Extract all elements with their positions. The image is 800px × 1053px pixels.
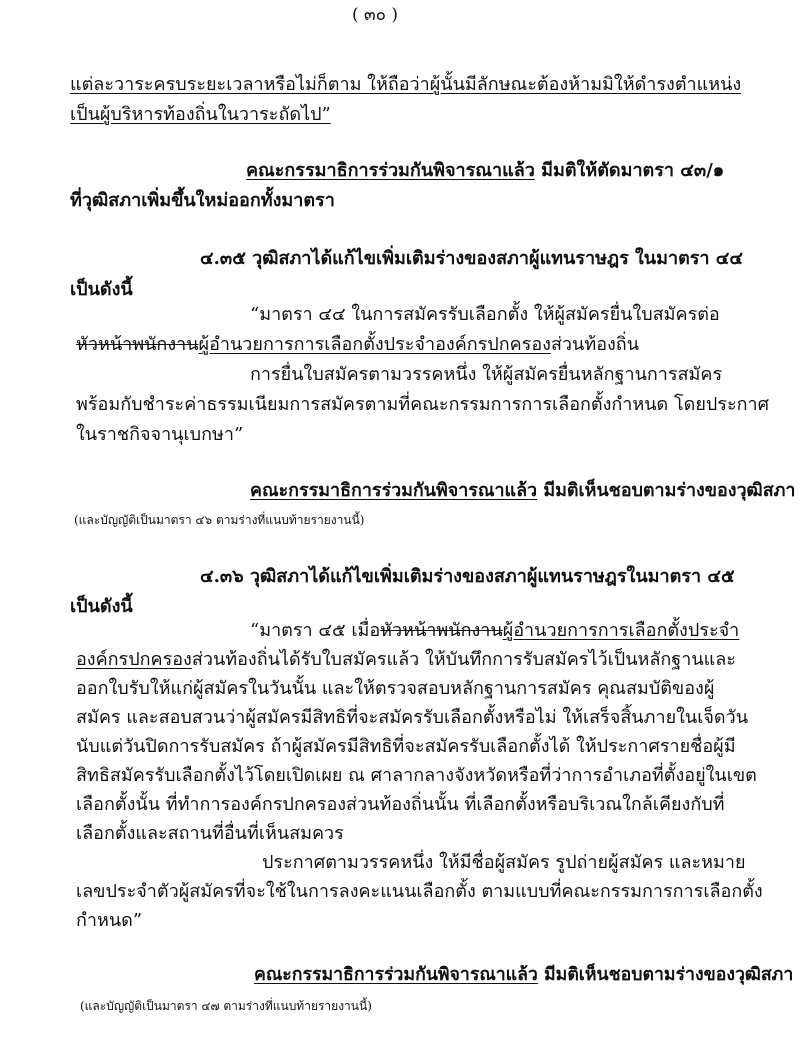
- paragraph-text: “มาตรา ๔๕ เมื่อ: [250, 620, 381, 641]
- paragraph-line: เลือกตั้งนั้น ที่ทำการองค์กรปกครองส่วนท้องถิ่นนั้น ที่เลือกตั้งหรือบริเวณใกล้เคียงกับที่: [76, 794, 725, 815]
- paragraph-line: สมัคร และสอบสวนว่าผู้สมัครมีสิทธิที่จะสมัครรับเลือกตั้งหรือไม่ ให้เสร็จสิ้นภายในเจ็ดวัน: [76, 707, 749, 728]
- section-title-cont: เป็นดังนี้: [70, 279, 133, 300]
- paragraph-line: การยื่นใบสมัครตามวรรคหนึ่ง ให้ผู้สมัครยื่นหลักฐานการสมัคร: [250, 364, 723, 385]
- inserted-text: ผู้อำนวยการการเลือกตั้งประจำ: [502, 620, 740, 641]
- committee-heading: คณะกรรมาธิการร่วมกันพิจารณาแล้ว: [254, 964, 538, 985]
- inserted-text: องค์กรปกครอง: [76, 649, 192, 670]
- footnote: (และบัญญัติเป็นมาตรา ๔๖ ตามร่างที่แนบท้ายรายงานนี้): [74, 513, 365, 527]
- resolution-text: มีมติเห็นชอบตามร่างของวุฒิสภา: [537, 480, 796, 501]
- paragraph-line: นับแต่วันปิดการรับสมัคร ถ้าผู้สมัครมีสิทธิที่จะสมัครรับเลือกตั้งได้ ให้ประกาศรายชื่อผู้มี: [76, 736, 736, 757]
- paragraph-line: สิทธิสมัครรับเลือกตั้งไว้โดยเปิดเผย ณ ศาลากลางจังหวัดหรือที่ว่าการอำเภอที่ตั้งอยู่ในเขต: [76, 765, 757, 786]
- paragraph-line: “มาตรา ๔๔ ในการสมัครรับเลือกตั้ง ให้ผู้สมัครยื่นใบสมัครต่อ: [250, 304, 720, 325]
- paragraph-text: ส่วนท้องถิ่นได้รับใบสมัครแล้ว ให้บันทึกการรับสมัครไว้เป็นหลักฐานและ: [191, 649, 736, 670]
- inserted-text: ผู้อำนวยการการเลือกตั้งประจำองค์กรปกครอง: [198, 334, 551, 355]
- resolution-text: ที่วุฒิสภาเพิ่มขึ้นใหม่ออกทั้งมาตรา: [70, 190, 335, 211]
- footnote: (และบัญญัติเป็นมาตรา ๔๗ ตามร่างที่แนบท้ายรายงานนี้): [80, 999, 372, 1013]
- paragraph-line: ประกาศตามวรรคหนึ่ง ให้มีชื่อผู้สมัคร รูปถ่ายผู้สมัคร และหมาย: [262, 852, 746, 873]
- paragraph-line: [76, 334, 639, 356]
- paragraph-line: แต่ละวาระครบระยะเวลาหรือไม่ก็ตาม ให้ถือว่าผู้นั้นมีลักษณะต้องห้ามมิให้ดำรงตำแหน่ง: [70, 74, 742, 95]
- committee-heading: คณะกรรมาธิการร่วมกันพิจารณาแล้ว: [250, 480, 538, 501]
- paragraph-line: [70, 104, 331, 126]
- paragraph-line: เลือกตั้งและสถานที่อื่นที่เห็นสมควร: [76, 823, 344, 844]
- paragraph-line: [76, 649, 736, 671]
- struck-text: หัวหน้าพนักงาน: [380, 620, 503, 641]
- underlined-text: เป็นผู้บริหารท้องถิ่นในวาระถัดไป”: [70, 104, 331, 125]
- paragraph-line: เลขประจำตัวผู้สมัครที่จะใช้ในการลงคะแนนเลือกตั้ง ตามแบบที่คณะกรรมการการเลือกตั้ง: [76, 881, 763, 902]
- committee-resolution: [246, 160, 724, 182]
- page-number: ( ๓๐ ): [352, 5, 399, 25]
- committee-resolution: [250, 480, 795, 502]
- committee-heading: คณะกรรมาธิการร่วมกันพิจารณาแล้ว: [246, 160, 535, 181]
- resolution-text: มีมติเห็นชอบตามร่างของวุฒิสภา: [537, 964, 794, 985]
- paragraph-text: ส่วนท้องถิ่น: [550, 334, 640, 355]
- paragraph-line: ในราชกิจจานุเบกษา”: [76, 424, 244, 445]
- section-title: ๔.๓๖ วุฒิสภาได้แก้ไขเพิ่มเติมร่างของสภาผู้แทนราษฎรในมาตรา ๔๕: [200, 566, 735, 587]
- resolution-text: มีมติให้ตัดมาตรา ๔๓/๑: [534, 160, 725, 181]
- paragraph-line: [250, 620, 739, 642]
- section-title: ๔.๓๕ วุฒิสภาได้แก้ไขเพิ่มเติมร่างของสภาผู้แทนราษฎร ในมาตรา ๔๔: [200, 248, 744, 269]
- section-title-cont: เป็นดังนี้: [70, 596, 133, 617]
- paragraph-line: กำหนด”: [76, 910, 143, 931]
- paragraph-line: ออกใบรับให้แก่ผู้สมัครในวันนั้น และให้ตรวจสอบหลักฐานการสมัคร คุณสมบัติของผู้: [76, 678, 715, 699]
- committee-resolution: [254, 964, 793, 986]
- struck-text: หัวหน้าพนักงาน: [76, 334, 199, 355]
- paragraph-line: พร้อมกับชำระค่าธรรมเนียมการสมัครตามที่คณะกรรมการการเลือกตั้งกำหนด โดยประกาศ: [76, 394, 770, 415]
